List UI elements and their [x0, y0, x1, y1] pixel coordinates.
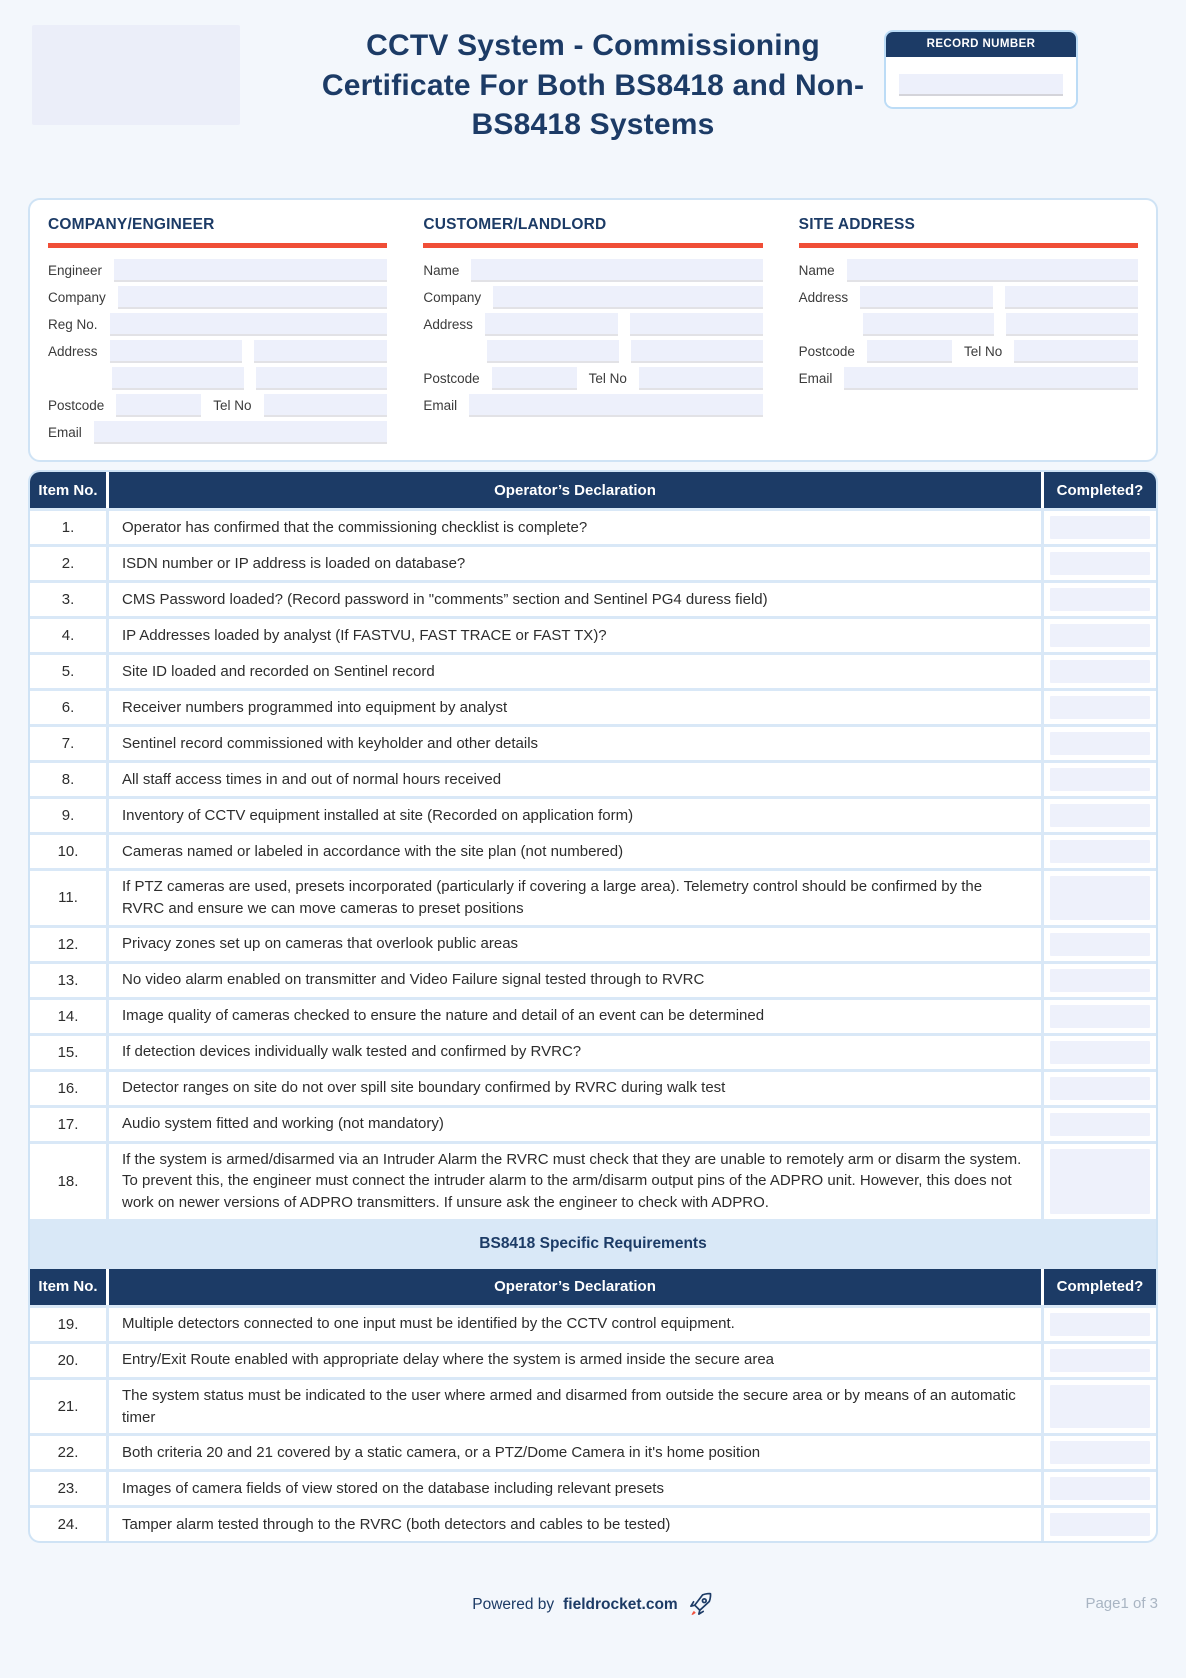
table-row: [30, 1380, 1156, 1434]
item-number: 16.: [30, 1072, 106, 1105]
table-row: [30, 1036, 1156, 1069]
declaration-text: If the system is armed/disarmed via an Intruder Alarm the RVRC must check that they are unable to remotely arm or disarm the system. To prevent this, the engineer must connect the intruder alarm to the arm/disarm output pins of the ADPRO unit. However, this does not work on newer versions of ADPRO transmitters. If unsure ask the engineer to check with ADPRO.: [109, 1144, 1041, 1219]
item-number: 13.: [30, 964, 106, 997]
text-input-field[interactable]: [469, 394, 763, 417]
completed-input[interactable]: [1050, 1077, 1150, 1100]
form-row: [48, 313, 387, 336]
item-number: 18.: [30, 1144, 106, 1219]
completed-input[interactable]: [1050, 1113, 1150, 1136]
completed-cell: [1044, 727, 1156, 760]
table-row: [30, 964, 1156, 997]
page-title: [273, 0, 913, 145]
completed-cell: [1044, 1344, 1156, 1377]
brand-link[interactable]: fieldrocket.com: [563, 1595, 678, 1613]
item-number: 20.: [30, 1344, 106, 1377]
text-input-field[interactable]: [254, 340, 387, 363]
column-header-declaration: Operator’s Declaration: [109, 472, 1041, 508]
table-row: [30, 547, 1156, 580]
record-number-box: [884, 30, 1078, 109]
item-number: 8.: [30, 763, 106, 796]
field-label: Postcode: [423, 371, 480, 386]
item-number: 11.: [30, 871, 106, 925]
completed-input[interactable]: [1050, 1477, 1150, 1500]
record-number-input[interactable]: [899, 74, 1063, 96]
declaration-text: Both criteria 20 and 21 covered by a static camera, or a PTZ/Dome Camera in it's home position: [109, 1436, 1041, 1469]
powered-by-text: Powered by: [472, 1595, 555, 1613]
completed-cell: [1044, 928, 1156, 961]
field-label: Engineer: [48, 263, 103, 278]
completed-input[interactable]: [1050, 1313, 1150, 1336]
table-row: [30, 1144, 1156, 1219]
text-input-field[interactable]: [860, 286, 993, 309]
completed-cell: [1044, 1144, 1156, 1219]
completed-input[interactable]: [1050, 1005, 1150, 1028]
declaration-text: If PTZ cameras are used, presets incorporated (particularly if covering a large area). Telemetry control should be confirmed by the RVRC and ensure we can move cameras to preset positions: [109, 871, 1041, 925]
item-number: 9.: [30, 799, 106, 832]
field-label: Email: [423, 398, 458, 413]
declaration-text: Image quality of cameras checked to ensure the nature and detail of an event can be determined: [109, 1000, 1041, 1033]
field-label: Tel No: [213, 398, 252, 413]
declaration-text: No video alarm enabled on transmitter and Video Failure signal tested through to RVRC: [109, 964, 1041, 997]
text-input-field[interactable]: [264, 394, 388, 417]
text-input-field[interactable]: [110, 340, 243, 363]
item-number: 21.: [30, 1380, 106, 1434]
field-label: Address: [48, 344, 98, 359]
section-underline: [48, 243, 387, 248]
declaration-text: CMS Password loaded? (Record password in "comments” section and Sentinel PG4 duress field): [109, 583, 1041, 616]
field-label: Name: [423, 263, 460, 278]
completed-cell: [1044, 871, 1156, 925]
completed-input[interactable]: [1050, 1441, 1150, 1464]
item-number: 3.: [30, 583, 106, 616]
item-number: 24.: [30, 1508, 106, 1541]
text-input-field[interactable]: [1006, 313, 1138, 336]
completed-input[interactable]: [1050, 1385, 1150, 1429]
form-row: [799, 340, 1138, 363]
item-number: 6.: [30, 691, 106, 724]
table-row: [30, 1508, 1156, 1541]
contact-info-panel: [28, 198, 1158, 462]
form-row: [48, 367, 387, 390]
table-row: [30, 1072, 1156, 1105]
completed-cell: [1044, 799, 1156, 832]
text-input-field[interactable]: [256, 367, 388, 390]
completed-input[interactable]: [1050, 804, 1150, 827]
form-row: [799, 286, 1138, 309]
section-underline: [423, 243, 762, 248]
completed-input[interactable]: [1050, 624, 1150, 647]
completed-cell: [1044, 691, 1156, 724]
table-row: [30, 1436, 1156, 1469]
completed-cell: [1044, 511, 1156, 544]
table-row: [30, 799, 1156, 832]
column-header-declaration: Operator’s Declaration: [109, 1269, 1041, 1305]
text-input-field[interactable]: [116, 394, 201, 417]
completed-cell: [1044, 583, 1156, 616]
field-label: Address: [798, 290, 849, 305]
form-row: [423, 394, 762, 417]
declaration-text: Privacy zones set up on cameras that overlook public areas: [109, 928, 1041, 961]
completed-input[interactable]: [1050, 840, 1150, 863]
completed-cell: [1044, 763, 1156, 796]
declaration-text: Entry/Exit Route enabled with appropriate delay where the system is armed inside the secure area: [109, 1344, 1041, 1377]
field-label: Postcode: [798, 344, 855, 359]
text-input-field[interactable]: [110, 313, 388, 336]
completed-cell: [1044, 619, 1156, 652]
table-row: [30, 1308, 1156, 1341]
text-input-field[interactable]: [863, 313, 995, 336]
completed-cell: [1044, 1036, 1156, 1069]
form-row: [48, 259, 387, 282]
text-input-field[interactable]: [492, 367, 577, 390]
declaration-text: Site ID loaded and recorded on Sentinel record: [109, 655, 1041, 688]
text-input-field[interactable]: [94, 421, 388, 444]
text-input-field[interactable]: [118, 286, 388, 309]
completed-cell: [1044, 1000, 1156, 1033]
section-underline: [799, 243, 1138, 248]
column-header-completed: Completed?: [1044, 472, 1156, 508]
completed-input[interactable]: [1050, 588, 1150, 611]
column-header-item-no: Item No.: [30, 1269, 106, 1305]
declaration-text: Detector ranges on site do not over spill site boundary confirmed by RVRC during walk test: [109, 1072, 1041, 1105]
text-input-field[interactable]: [639, 367, 763, 390]
record-number-label: RECORD NUMBER: [886, 32, 1076, 57]
completed-cell: [1044, 1108, 1156, 1141]
field-label: Tel No: [963, 344, 1003, 359]
item-number: 19.: [30, 1308, 106, 1341]
completed-input[interactable]: [1050, 933, 1150, 956]
item-number: 5.: [30, 655, 106, 688]
completed-cell: [1044, 1380, 1156, 1434]
info-section: [423, 216, 762, 448]
table-row: [30, 691, 1156, 724]
text-input-field[interactable]: [487, 340, 619, 363]
form-row: [423, 367, 762, 390]
text-input-field[interactable]: [844, 367, 1138, 390]
completed-input[interactable]: [1050, 768, 1150, 791]
info-section: [48, 216, 387, 448]
item-number: 12.: [30, 928, 106, 961]
table-row: [30, 871, 1156, 925]
completed-cell: [1044, 964, 1156, 997]
info-section: [799, 216, 1138, 448]
table-row: [30, 655, 1156, 688]
table-row: [30, 928, 1156, 961]
operators-declaration-table: [28, 470, 1158, 1543]
form-row: [423, 259, 762, 282]
form-row: [799, 367, 1138, 390]
powered-by: [472, 1591, 713, 1618]
completed-input[interactable]: [1050, 732, 1150, 755]
declaration-text: Multiple detectors connected to one input must be identified by the CCTV control equipment.: [109, 1308, 1041, 1341]
declaration-text: Inventory of CCTV equipment installed at site (Recorded on application form): [109, 799, 1041, 832]
declaration-text: Receiver numbers programmed into equipment by analyst: [109, 691, 1041, 724]
text-input-field[interactable]: [493, 286, 763, 309]
completed-input[interactable]: [1050, 1513, 1150, 1536]
completed-input[interactable]: [1050, 1349, 1150, 1372]
item-number: 4.: [30, 619, 106, 652]
form-row: [48, 340, 387, 363]
table-row: [30, 1108, 1156, 1141]
form-row: [48, 394, 387, 417]
completed-input[interactable]: [1050, 876, 1150, 920]
section-heading: COMPANY/ENGINEER: [48, 216, 215, 233]
declaration-text: Cameras named or labeled in accordance with the site plan (not numbered): [109, 835, 1041, 868]
form-row: [48, 286, 387, 309]
completed-cell: [1044, 1508, 1156, 1541]
text-input-field[interactable]: [847, 259, 1138, 282]
declaration-text: Tamper alarm tested through to the RVRC (both detectors and cables to be tested): [109, 1508, 1041, 1541]
declaration-text: Sentinel record commissioned with keyholder and other details: [109, 727, 1041, 760]
bs8418-section-header: BS8418 Specific Requirements: [30, 1222, 1156, 1266]
completed-cell: [1044, 655, 1156, 688]
section-heading: CUSTOMER/LANDLORD: [423, 216, 607, 233]
completed-input[interactable]: [1050, 969, 1150, 992]
declaration-text: If detection devices individually walk tested and confirmed by RVRC?: [109, 1036, 1041, 1069]
form-row: [423, 313, 762, 336]
completed-input[interactable]: [1050, 660, 1150, 683]
completed-cell: [1044, 547, 1156, 580]
field-label: Postcode: [48, 398, 105, 413]
column-header-item-no: Item No.: [30, 472, 106, 508]
page-title-line: Certificate For Both BS8418 and Non-: [321, 68, 865, 102]
field-label: Reg No.: [48, 317, 98, 332]
field-label: Email: [48, 425, 82, 440]
field-label: Name: [798, 263, 835, 278]
page-footer: [28, 1591, 1158, 1618]
table-row: [30, 835, 1156, 868]
field-label: Company: [48, 290, 106, 305]
table-row: [30, 583, 1156, 616]
text-input-field[interactable]: [630, 313, 763, 336]
record-number-body: [886, 57, 1076, 107]
completed-input[interactable]: [1050, 1041, 1150, 1064]
declaration-text: The system status must be indicated to the user where armed and disarmed from outside the secure area or by means of an automatic timer: [109, 1380, 1041, 1434]
declaration-text: All staff access times in and out of normal hours received: [109, 763, 1041, 796]
form-row: [799, 313, 1138, 336]
item-number: 2.: [30, 547, 106, 580]
text-input-field[interactable]: [114, 259, 387, 282]
declaration-text: IP Addresses loaded by analyst (If FASTVU, FAST TRACE or FAST TX)?: [109, 619, 1041, 652]
page-number: Page1 of 3: [1085, 1595, 1158, 1613]
table-row: [30, 727, 1156, 760]
field-label: Email: [798, 371, 833, 386]
page-title-line: BS8418 Systems: [471, 108, 715, 142]
item-number: 17.: [30, 1108, 106, 1141]
text-input-field[interactable]: [1014, 340, 1138, 363]
field-label: Tel No: [588, 371, 627, 386]
company-logo-placeholder: [32, 25, 240, 125]
field-label: Company: [423, 290, 482, 305]
completed-cell: [1044, 1436, 1156, 1469]
item-number: 10.: [30, 835, 106, 868]
completed-input[interactable]: [1050, 552, 1150, 575]
text-input-field[interactable]: [867, 340, 952, 363]
page-title-line: CCTV System - Commissioning: [366, 29, 820, 62]
form-row: [423, 340, 762, 363]
item-number: 23.: [30, 1472, 106, 1505]
item-number: 15.: [30, 1036, 106, 1069]
text-input-field[interactable]: [1005, 286, 1138, 309]
text-input-field[interactable]: [631, 340, 763, 363]
declaration-text: Audio system fitted and working (not mandatory): [109, 1108, 1041, 1141]
declaration-text: Operator has confirmed that the commissioning checklist is complete?: [109, 511, 1041, 544]
completed-cell: [1044, 1308, 1156, 1341]
declaration-text: ISDN number or IP address is loaded on database?: [109, 547, 1041, 580]
column-header-completed: Completed?: [1044, 1269, 1156, 1305]
declaration-text: Images of camera fields of view stored on the database including relevant presets: [109, 1472, 1041, 1505]
completed-cell: [1044, 835, 1156, 868]
section-heading: SITE ADDRESS: [798, 216, 916, 233]
table-header-row: [30, 472, 1156, 508]
form-row: [799, 259, 1138, 282]
table-row: [30, 1000, 1156, 1033]
text-input-field[interactable]: [471, 259, 762, 282]
completed-cell: [1044, 1072, 1156, 1105]
form-row: [423, 286, 762, 309]
completed-input[interactable]: [1050, 696, 1150, 719]
page-header: [0, 0, 1186, 152]
item-number: 14.: [30, 1000, 106, 1033]
table-row: [30, 763, 1156, 796]
table-row: [30, 511, 1156, 544]
table-header-row: [30, 1269, 1156, 1305]
item-number: 1.: [30, 511, 106, 544]
field-label: Address: [423, 317, 473, 332]
text-input-field[interactable]: [485, 313, 618, 336]
table-row: [30, 1472, 1156, 1505]
table-row: [30, 1344, 1156, 1377]
form-row: [48, 421, 387, 444]
completed-cell: [1044, 1472, 1156, 1505]
item-number: 7.: [30, 727, 106, 760]
table-row: [30, 619, 1156, 652]
completed-input[interactable]: [1050, 1149, 1150, 1214]
completed-input[interactable]: [1050, 516, 1150, 539]
rocket-icon: [687, 1591, 714, 1618]
text-input-field[interactable]: [112, 367, 244, 390]
item-number: 22.: [30, 1436, 106, 1469]
